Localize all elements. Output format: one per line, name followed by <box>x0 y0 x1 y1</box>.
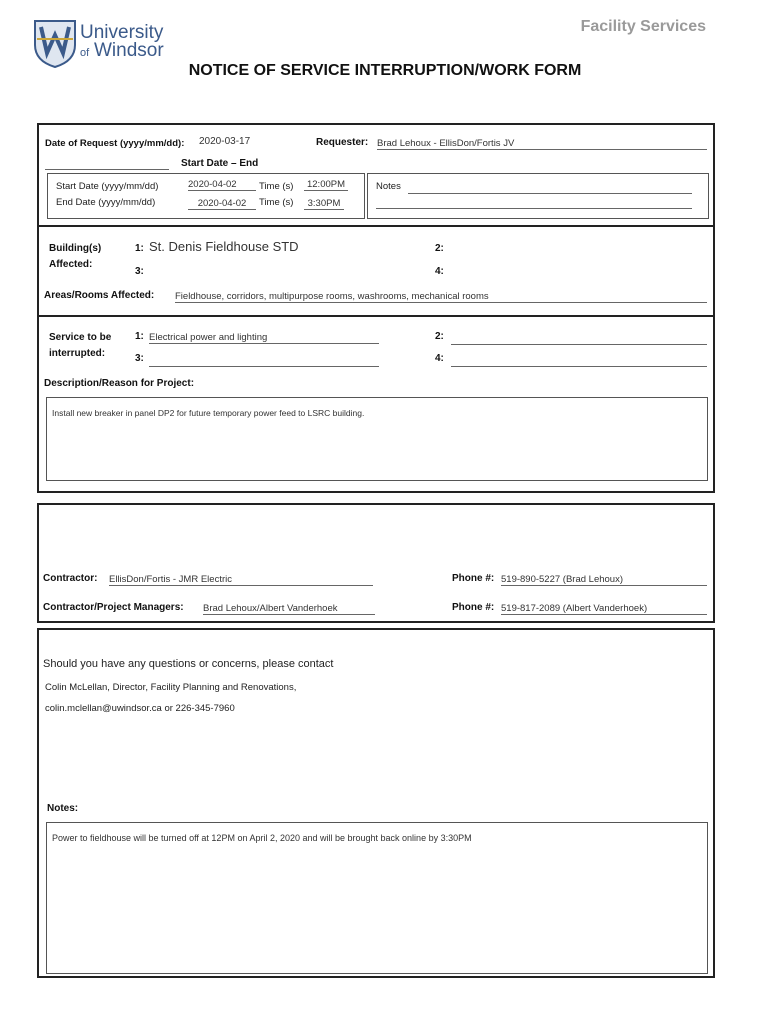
notes-line-2[interactable] <box>376 208 692 209</box>
phone-1-value[interactable]: 519-890-5227 (Brad Lehoux) <box>501 574 707 586</box>
service-2-number: 2: <box>435 331 444 342</box>
request-section <box>37 123 715 227</box>
start-date-label: Start Date (yyyy/mm/dd) <box>56 181 159 192</box>
description-label: Description/Reason for Project: <box>44 378 195 389</box>
building-2-number: 2: <box>435 243 444 254</box>
building-1-value[interactable]: St. Denis Fieldhouse STD <box>149 239 299 254</box>
building-4-number: 4: <box>435 266 444 277</box>
form-title: NOTICE OF SERVICE INTERRUPTION/WORK FORM <box>188 62 582 79</box>
contractor-section <box>37 503 715 623</box>
description-box[interactable] <box>46 397 708 481</box>
project-managers-label: Contractor/Project Managers: <box>43 602 184 613</box>
service-label-line2: interrupted: <box>49 348 106 359</box>
blank-line <box>45 169 169 170</box>
end-time-label: Time (s) <box>259 197 294 208</box>
buildings-label-line1: Building(s) <box>49 243 102 254</box>
end-date-value[interactable]: 2020-04-02 <box>188 198 256 210</box>
areas-value[interactable]: Fieldhouse, corridors, multipurpose rooms, washrooms, mechanical rooms <box>175 291 707 303</box>
areas-label: Areas/Rooms Affected: <box>44 290 155 301</box>
contact-section <box>37 628 715 978</box>
start-time-label: Time (s) <box>259 181 294 192</box>
service-1-number: 1: <box>135 331 144 342</box>
project-managers-value[interactable]: Brad Lehoux/Albert Vanderhoek <box>203 603 375 615</box>
start-end-section-label: Start Date – End <box>181 158 259 169</box>
notes-section-label: Notes: <box>47 803 79 814</box>
contractor-value[interactable]: EllisDon/Fortis - JMR Electric <box>109 574 373 586</box>
start-time-value[interactable]: 12:00PM <box>304 179 348 191</box>
service-3-line[interactable] <box>149 366 379 367</box>
notes-text-box[interactable] <box>46 822 708 974</box>
phone-2-value[interactable]: 519-817-2089 (Albert Vanderhoek) <box>501 603 707 615</box>
logo-university-text: University <box>80 22 164 43</box>
end-time-value[interactable]: 3:30PM <box>304 198 344 210</box>
service-4-line[interactable] <box>451 366 707 367</box>
contact-intro: Should you have any questions or concerns, please contact <box>43 658 334 670</box>
building-service-section <box>37 225 715 493</box>
service-label-line1: Service to be <box>49 332 112 343</box>
logo-of-text: of <box>80 47 90 59</box>
service-3-number: 3: <box>135 353 144 364</box>
phone-1-label: Phone #: <box>452 573 495 584</box>
date-of-request-value[interactable]: 2020-03-17 <box>199 136 251 147</box>
end-date-label: End Date (yyyy/mm/dd) <box>56 197 156 208</box>
building-3-number: 3: <box>135 266 144 277</box>
buildings-label-line2: Affected: <box>49 259 93 270</box>
building-1-number: 1: <box>135 243 144 254</box>
description-value: Install new breaker in panel DP2 for future temporary power feed to LSRC building. <box>52 408 365 418</box>
logo-windsor-text: Windsor <box>94 40 164 61</box>
service-2-line[interactable] <box>451 344 707 345</box>
notes-line-1[interactable] <box>408 193 692 194</box>
start-date-value[interactable]: 2020-04-02 <box>188 179 256 191</box>
requester-value[interactable]: Brad Lehoux - EllisDon/Fortis JV <box>377 138 707 150</box>
department-name: Facility Services <box>580 18 706 35</box>
dates-box <box>47 173 365 219</box>
contact-email-phone: colin.mclellan@uwindsor.ca or 226-345-7960 <box>45 703 235 714</box>
date-of-request-label: Date of Request (yyyy/mm/dd): <box>45 138 185 149</box>
service-1-value[interactable]: Electrical power and lighting <box>149 332 379 344</box>
section-divider <box>37 315 715 317</box>
contact-person: Colin McLellan, Director, Facility Planning and Renovations, <box>45 682 297 693</box>
notes-box <box>367 173 709 219</box>
contractor-label: Contractor: <box>43 573 98 584</box>
service-4-number: 4: <box>435 353 444 364</box>
notes-text-value: Power to fieldhouse will be turned off at 12PM on April 2, 2020 and will be brought back online by 3:30PM <box>52 833 472 843</box>
notes-label: Notes <box>376 181 401 192</box>
requester-label: Requester: <box>316 137 369 148</box>
phone-2-label: Phone #: <box>452 602 495 613</box>
